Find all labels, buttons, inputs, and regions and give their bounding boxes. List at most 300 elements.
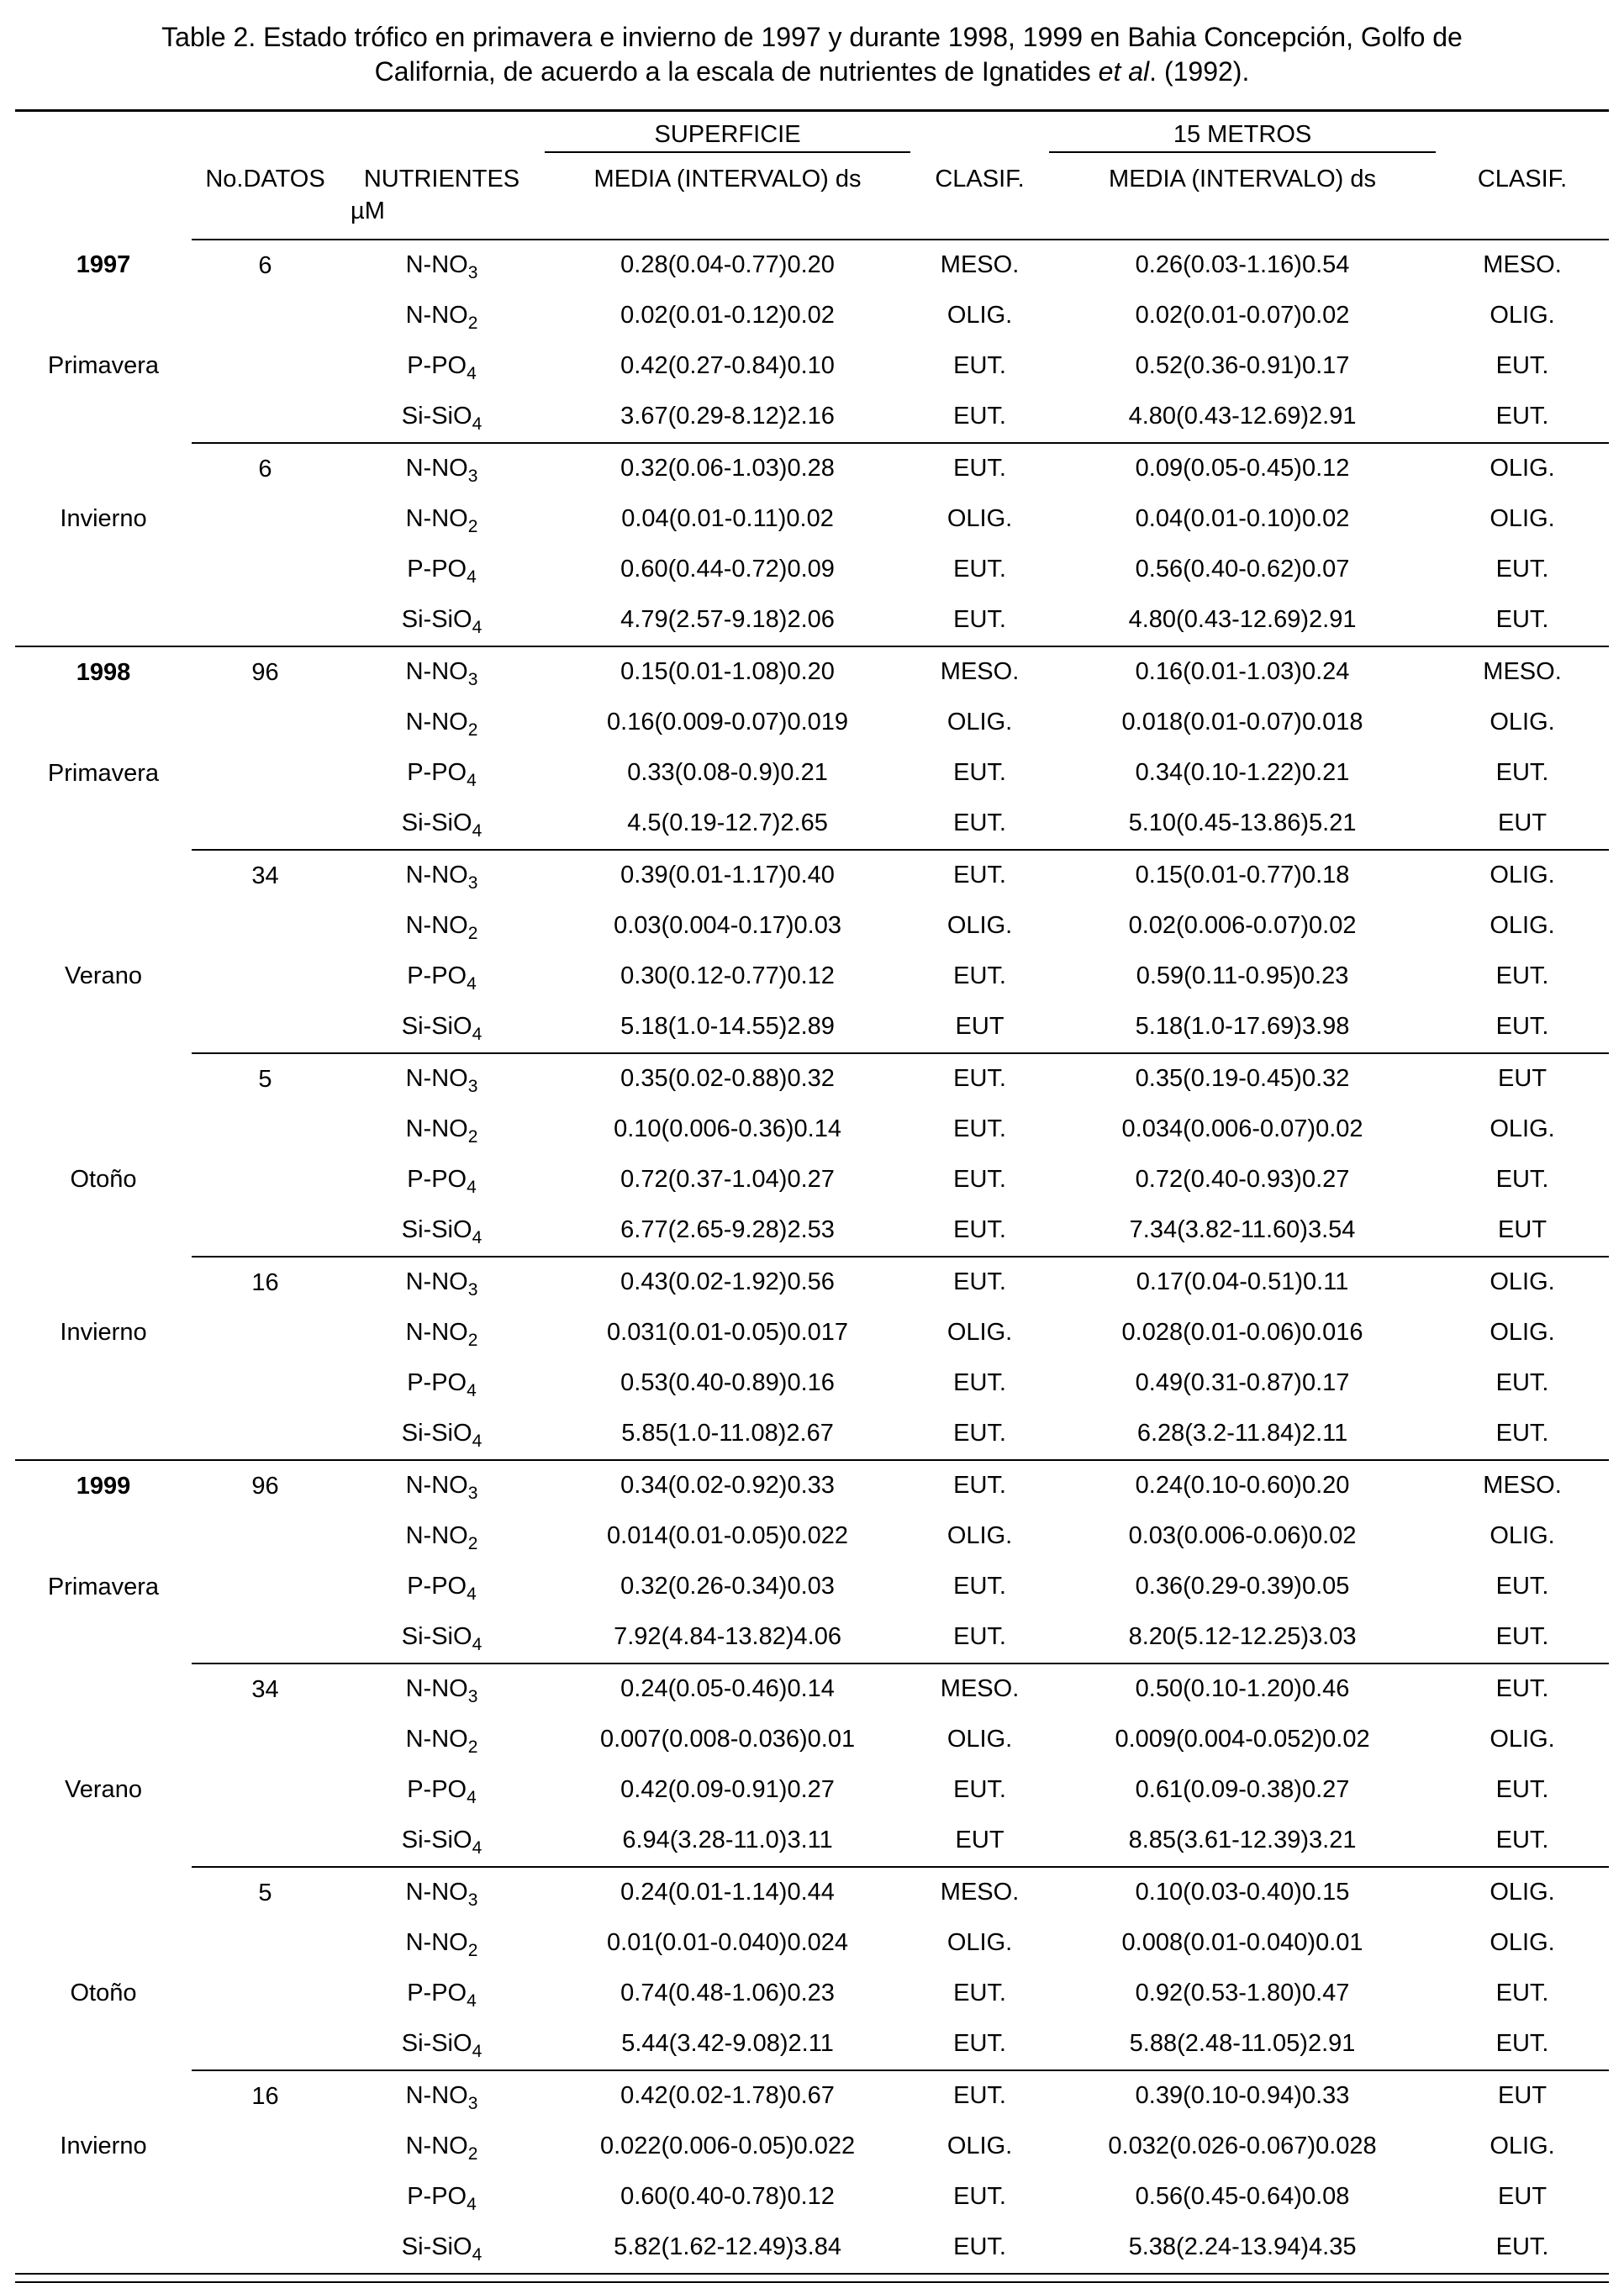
nutrient-cell [339, 1612, 545, 1663]
media-15m-cell: 5.88(2.48-11.05)2.91 [1129, 2030, 1356, 2058]
nutrient-subscript: 4 [472, 1838, 482, 1859]
nutrient-name: N-NO [405, 658, 468, 686]
media-15m-cell: 0.24(0.10-0.60)0.20 [1049, 1460, 1436, 1511]
period-box [15, 1461, 192, 1663]
clasif-surface-cell: OLIG. [946, 1929, 1013, 1957]
clasif-15m-cell: EUT. [1495, 1827, 1549, 1854]
media-surface-cell: 0.32(0.26-0.34)0.03 [620, 1573, 835, 1600]
nutrient-name: Si-SiO [401, 1420, 472, 1447]
spacer-cell [1436, 196, 1609, 240]
clasif-surface-cell: MESO. [910, 646, 1049, 698]
nutrient-cell [339, 952, 545, 1002]
nutrient-subscript: 2 [467, 1941, 478, 1961]
clasif-surface-cell: EUT. [953, 1115, 1006, 1143]
nutrient-subscript: 2 [467, 720, 478, 741]
nutrient-name: Si-SiO [401, 606, 472, 634]
nutrient-name: Si-SiO [401, 1623, 472, 1651]
clasif-surface-cell: OLIG. [946, 1319, 1013, 1347]
media-surface-cell: 0.72(0.37-1.04)0.27 [620, 1166, 835, 1194]
nutrient-cell [339, 1409, 545, 1460]
nutrient-subscript: 3 [467, 1484, 478, 1504]
spacer-cell [545, 196, 910, 240]
nutrient-subscript: 2 [467, 924, 478, 944]
season-label: Invierno [60, 1318, 147, 1346]
media-15m-cell: 0.09(0.05-0.45)0.12 [1049, 443, 1436, 494]
nutrient-subscript: 3 [467, 1890, 478, 1911]
media-15m-cell: 0.04(0.01-0.10)0.02 [1135, 505, 1350, 533]
media-15m-cell: 0.36(0.29-0.39)0.05 [1135, 1573, 1350, 1600]
nutrient-subscript: 3 [467, 670, 478, 690]
media-surface-cell: 4.79(2.57-9.18)2.06 [620, 606, 835, 634]
period-box [15, 1053, 192, 1255]
media-surface-cell: 3.67(0.29-8.12)2.16 [620, 403, 835, 430]
clasif-surface-cell: OLIG. [946, 709, 1013, 736]
nutrient-cell [339, 698, 545, 748]
nutrient-subscript: 4 [467, 1788, 477, 1808]
media-15m-cell: 7.34(3.82-11.60)3.54 [1129, 1216, 1356, 1244]
nutrient-cell [339, 2222, 545, 2273]
media-15m-cell: 0.17(0.04-0.51)0.11 [1049, 1257, 1436, 1308]
media-surface-cell: 6.94(3.28-11.0)3.11 [622, 1827, 833, 1854]
nutrient-subscript: 4 [472, 618, 482, 638]
nutrient-name: Si-SiO [401, 1827, 472, 1854]
nutrient-cell [339, 1308, 545, 1358]
nutrient-cell [339, 1257, 545, 1308]
table-row [15, 1053, 1609, 1105]
clasif-15m-header: CLASIF. [1477, 165, 1568, 192]
nutrient-subscript: 4 [467, 771, 477, 791]
clasif-15m-cell: MESO. [1483, 251, 1562, 279]
clasif-surface-cell: MESO. [910, 1663, 1049, 1715]
media-15m-cell: 0.009(0.004-0.052)0.02 [1115, 1726, 1370, 1753]
nutrient-name: Si-SiO [401, 809, 472, 837]
clasif-15m-cell: OLIG. [1490, 1726, 1555, 1753]
clasif-15m-cell: MESO. [1436, 1460, 1609, 1511]
nutrient-subscript: 4 [472, 2245, 482, 2265]
nutrient-name: N-NO [405, 1726, 468, 1753]
nutrient-name: N-NO [405, 1319, 468, 1347]
nutrient-subscript: 3 [467, 873, 478, 894]
media-surface-cell: 0.43(0.02-1.92)0.56 [545, 1257, 910, 1308]
n-datos-cell: 5 [192, 1053, 339, 1257]
n-datos-cell: 34 [192, 1663, 339, 1867]
nutrient-name: N-NO [405, 1065, 468, 1093]
nutrient-name: P-PO [407, 2183, 467, 2211]
media-15m-cell: 0.028(0.01-0.06)0.016 [1121, 1319, 1363, 1347]
nutrient-subscript: 3 [467, 1687, 478, 1707]
period-box [15, 2070, 192, 2272]
period-cell [15, 240, 192, 443]
clasif-15m-cell: EUT. [1495, 1420, 1549, 1447]
clasif-15m-cell: OLIG. [1490, 1929, 1555, 1957]
nutrient-cell [339, 1053, 545, 1105]
nutrient-subscript: 3 [467, 1280, 478, 1300]
clasif-15m-cell: EUT. [1495, 2233, 1549, 2261]
period-cell [15, 1460, 192, 1663]
nutrient-cell [339, 2019, 545, 2070]
nutrient-subscript: 2 [467, 2144, 478, 2164]
nutrient-cell [339, 1765, 545, 1816]
nutrient-subscript: 4 [472, 2042, 482, 2062]
nutrient-cell [339, 1663, 545, 1715]
media-15m-cell: 0.02(0.006-0.07)0.02 [1128, 912, 1357, 940]
clasif-15m-cell: OLIG. [1490, 505, 1555, 533]
clasif-surface-cell: OLIG. [946, 2133, 1013, 2160]
clasif-15m-cell: EUT. [1495, 1573, 1549, 1600]
clasif-surface-cell: EUT. [953, 1776, 1006, 1804]
season-label: Otoño [70, 1165, 137, 1193]
media-surface-cell: 0.24(0.05-0.46)0.14 [545, 1663, 910, 1715]
clasif-surface-cell: EUT. [953, 606, 1006, 634]
media-15m-cell: 0.52(0.36-0.91)0.17 [1135, 352, 1350, 380]
nutrient-subscript: 4 [472, 414, 482, 435]
nutrient-subscript: 2 [467, 517, 478, 537]
clasif-surface-cell: EUT. [910, 2070, 1049, 2122]
nutrient-name: P-PO [407, 962, 467, 990]
nutrient-cell [339, 1155, 545, 1205]
nutrient-subscript: 2 [467, 314, 478, 334]
media-surface-cell: 0.031(0.01-0.05)0.017 [607, 1319, 849, 1347]
clasif-surface-cell: OLIG. [946, 1726, 1013, 1753]
um-unit-label: µM [339, 196, 545, 240]
nutrient-cell [339, 545, 545, 595]
media-15m-cell: 0.034(0.006-0.07)0.02 [1121, 1115, 1363, 1143]
nutrient-name: N-NO [405, 302, 468, 330]
spacer-cell [910, 110, 1049, 152]
period-box [15, 240, 192, 441]
nutrient-subscript: 4 [467, 1584, 477, 1605]
clasif-15m-cell: EUT. [1436, 1663, 1609, 1715]
media-surface-cell: 0.022(0.006-0.05)0.022 [599, 2133, 856, 2160]
nutrient-subscript: 4 [467, 1178, 477, 1198]
media-surface-cell: 0.04(0.01-0.11)0.02 [621, 505, 834, 533]
clasif-15m-cell: EUT [1498, 2183, 1548, 2211]
media-surface-cell: 0.16(0.009-0.07)0.019 [607, 709, 849, 736]
nutrient-name: P-PO [407, 1980, 467, 2007]
clasif-surface-cell: EUT. [953, 403, 1006, 430]
season-label: Otoño [70, 1979, 137, 2006]
media-surface-cell: 5.82(1.62-12.49)3.84 [614, 2233, 841, 2261]
nutrient-name: P-PO [407, 556, 467, 583]
nutrient-name: Si-SiO [401, 2030, 472, 2058]
media-15m-cell: 5.38(2.24-13.94)4.35 [1128, 2233, 1357, 2261]
clasif-15m-cell: EUT. [1495, 1166, 1549, 1194]
nutrient-name: P-PO [407, 1166, 467, 1194]
clasif-surface-cell: EUT. [953, 556, 1006, 583]
n-datos-cell: 16 [192, 1257, 339, 1460]
media-15m-cell: 0.16(0.01-1.03)0.24 [1049, 646, 1436, 698]
nutrient-name: N-NO [405, 1472, 468, 1500]
table-container [15, 109, 1609, 2283]
clasif-surface-cell: EUT [955, 1013, 1004, 1041]
media-15m-cell: 8.85(3.61-12.39)3.21 [1128, 1827, 1357, 1854]
media-surface-cell: 0.35(0.02-0.88)0.32 [545, 1053, 910, 1105]
period-cell [15, 443, 192, 646]
media-surface-cell: 0.32(0.06-1.03)0.28 [545, 443, 910, 494]
nutrient-name: N-NO [405, 862, 468, 889]
media-15m-cell: 0.56(0.40-0.62)0.07 [1135, 556, 1350, 583]
clasif-surface-cell: EUT. [953, 352, 1006, 380]
clasif-15m-cell: OLIG. [1436, 850, 1609, 901]
nutrient-cell [339, 2122, 545, 2172]
nutrient-cell [339, 748, 545, 799]
nutrient-name: Si-SiO [401, 1013, 472, 1041]
media-15m-cell: 0.008(0.01-0.040)0.01 [1121, 1929, 1363, 1957]
media-15m-cell: 0.018(0.01-0.07)0.018 [1121, 709, 1363, 736]
nutrient-name: P-PO [407, 759, 467, 787]
media-surface-cell: 0.03(0.004-0.17)0.03 [614, 912, 841, 940]
nutrient-subscript: 2 [467, 1737, 478, 1758]
media-surface-cell: 0.014(0.01-0.05)0.022 [607, 1522, 849, 1550]
clasif-surface-cell: OLIG. [946, 912, 1013, 940]
period-box [15, 1867, 192, 2069]
clasif-surface-cell: EUT. [953, 1369, 1006, 1397]
clasif-surface-cell: EUT. [953, 2030, 1006, 2058]
media-surface-cell: 5.85(1.0-11.08)2.67 [621, 1420, 834, 1447]
nutrient-name: N-NO [405, 2082, 468, 2110]
nutrient-name: P-PO [407, 1573, 467, 1600]
year-label: 1998 [76, 658, 131, 686]
season-label: Invierno [60, 504, 147, 532]
period-cell [15, 646, 192, 850]
period-cell [15, 850, 192, 1053]
clasif-surface-cell: EUT. [953, 1623, 1006, 1651]
spacer-cell [910, 196, 1049, 240]
nutrient-subscript: 4 [472, 1635, 482, 1655]
year-label: 1999 [76, 1472, 131, 1500]
media-15m-cell: 0.56(0.45-0.64)0.08 [1135, 2183, 1350, 2211]
clasif-15m-cell: OLIG. [1436, 1867, 1609, 1918]
clasif-15m-cell: EUT [1436, 1053, 1609, 1105]
metros15-group-header: 15 METROS [1049, 110, 1436, 152]
clasif-surface-cell: OLIG. [946, 1522, 1013, 1550]
season-label: Primavera [47, 351, 160, 379]
clasif-surface-cell: MESO. [940, 251, 1020, 279]
clasif-surface-cell: EUT. [953, 759, 1006, 787]
nutrient-cell [339, 1816, 545, 1867]
media-15m-cell: 0.49(0.31-0.87)0.17 [1135, 1369, 1350, 1397]
nutrientes-header: NUTRIENTES [363, 165, 520, 192]
nutrient-name: Si-SiO [401, 2233, 472, 2261]
clasif-15m-cell: EUT [1498, 1216, 1548, 1244]
nutrient-cell [339, 2070, 545, 2122]
clasif-15m-cell: EUT. [1495, 1980, 1549, 2007]
nutrient-subscript: 4 [467, 2195, 477, 2215]
clasif-15m-cell: EUT. [1495, 606, 1549, 634]
nutrient-subscript: 4 [472, 1025, 482, 1045]
caption-line1: Table 2. Estado trófico en primavera e invierno de 1997 y durante 1998, 1999 en Bahia Concepción, Golfo de [161, 22, 1463, 52]
media-surface-cell: 0.28(0.04-0.77)0.20 [620, 251, 835, 279]
period-box [15, 443, 192, 645]
nutrient-subscript: 4 [472, 1431, 482, 1452]
spacer-cell [15, 110, 545, 152]
clasif-15m-cell: EUT. [1495, 1776, 1549, 1804]
nutrient-subscript: 2 [467, 1127, 478, 1147]
media-surface-cell: 0.60(0.44-0.72)0.09 [620, 556, 835, 583]
media-surface-cell: 0.42(0.02-1.78)0.67 [545, 2070, 910, 2122]
media-15m-cell: 0.10(0.03-0.40)0.15 [1049, 1867, 1436, 1918]
nutrient-name: Si-SiO [401, 403, 472, 430]
clasif-15m-cell: OLIG. [1490, 709, 1555, 736]
period-box [15, 850, 192, 1052]
column-header-row [15, 152, 1609, 196]
nutrient-cell [339, 595, 545, 646]
nutrient-cell [339, 1715, 545, 1765]
nutrient-cell [339, 646, 545, 698]
clasif-15m-cell: OLIG. [1436, 1257, 1609, 1308]
media-surface-cell: 0.10(0.006-0.36)0.14 [614, 1115, 841, 1143]
nutrient-name: N-NO [405, 1929, 468, 1957]
media-15m-cell: 0.26(0.03-1.16)0.54 [1135, 251, 1350, 279]
nutrient-cell [339, 1969, 545, 2019]
media-15m-cell: 0.02(0.01-0.07)0.02 [1135, 302, 1350, 330]
nutrient-cell [339, 1460, 545, 1511]
season-label: Verano [65, 1775, 142, 1803]
n-datos-cell: 34 [192, 850, 339, 1053]
nutrient-cell [339, 291, 545, 341]
clasif-15m-cell: EUT. [1495, 2030, 1549, 2058]
nutrient-cell [339, 1918, 545, 1969]
nutrient-cell [339, 443, 545, 494]
media-surface-cell: 0.42(0.09-0.91)0.27 [620, 1776, 835, 1804]
nutrient-subscript: 4 [467, 1991, 477, 2011]
clasif-surface-cell: EUT. [910, 1460, 1049, 1511]
table-row [15, 240, 1609, 291]
n-datos-cell: 6 [192, 443, 339, 646]
nutrient-subscript: 4 [472, 1228, 482, 1248]
media-surface-cell: 0.01(0.01-0.040)0.024 [607, 1929, 849, 1957]
media-15m-cell: 0.72(0.40-0.93)0.27 [1135, 1166, 1350, 1194]
period-cell [15, 1053, 192, 1257]
caption-line2-post: . (1992). [1149, 55, 1250, 87]
clasif-15m-cell: OLIG. [1436, 443, 1609, 494]
clasif-15m-cell: EUT [1498, 809, 1548, 837]
spacer-cell [15, 196, 192, 240]
season-label: Primavera [47, 759, 160, 787]
year-label: 1997 [76, 250, 131, 278]
clasif-15m-cell: EUT [1436, 2070, 1609, 2122]
nutrient-name: N-NO [405, 1675, 468, 1703]
table-row [15, 646, 1609, 698]
clasif-15m-cell: EUT. [1495, 759, 1549, 787]
table-row [15, 850, 1609, 901]
nutrient-cell [339, 1867, 545, 1918]
media-15m-cell: 5.10(0.45-13.86)5.21 [1128, 809, 1357, 837]
trophic-state-table [15, 109, 1609, 2273]
clasif-surface-cell: OLIG. [946, 302, 1013, 330]
media-15m-cell: 0.61(0.09-0.38)0.27 [1135, 1776, 1350, 1804]
clasif-15m-cell: EUT. [1495, 962, 1549, 990]
table-body [15, 240, 1609, 2273]
spacer-cell [1049, 196, 1436, 240]
nutrient-subscript: 3 [467, 1077, 478, 1097]
media-15m-header: MEDIA (INTERVALO) ds [1109, 165, 1377, 192]
media-surface-cell: 0.007(0.008-0.036)0.01 [599, 1726, 856, 1753]
media-15m-cell: 0.15(0.01-0.77)0.18 [1049, 850, 1436, 901]
season-label: Invierno [60, 2132, 147, 2159]
nutrient-cell [339, 392, 545, 443]
no-datos-header: No.DATOS [205, 165, 325, 192]
clasif-surface-cell: EUT. [953, 962, 1006, 990]
nutrient-cell [339, 1562, 545, 1612]
table-caption [15, 20, 1609, 89]
nutrient-subscript: 4 [467, 1381, 477, 1401]
nutrient-name: N-NO [405, 1879, 468, 1906]
clasif-surface-cell: EUT. [953, 1420, 1006, 1447]
nutrient-subscript: 4 [467, 567, 477, 588]
media-surface-cell: 0.34(0.02-0.92)0.33 [545, 1460, 910, 1511]
clasif-surface-cell: EUT. [953, 809, 1006, 837]
media-surface-cell: 0.24(0.01-1.14)0.44 [545, 1867, 910, 1918]
clasif-15m-cell: EUT. [1495, 403, 1549, 430]
media-surface-cell: 0.74(0.48-1.06)0.23 [620, 1980, 835, 2007]
period-cell [15, 1257, 192, 1460]
n-datos-cell: 16 [192, 2070, 339, 2273]
nutrient-name: N-NO [405, 505, 468, 533]
caption-line2-italic: et al [1098, 55, 1150, 87]
clasif-15m-cell: OLIG. [1490, 912, 1555, 940]
column-group-header-row [15, 110, 1609, 152]
clasif-surface-cell: EUT. [953, 1216, 1006, 1244]
media-surface-cell: 0.39(0.01-1.17)0.40 [545, 850, 910, 901]
nutrient-name: N-NO [405, 709, 468, 736]
clasif-superficie-header: CLASIF. [935, 165, 1025, 192]
media-15m-cell: 0.50(0.10-1.20)0.46 [1049, 1663, 1436, 1715]
table-row [15, 1460, 1609, 1511]
clasif-15m-cell: OLIG. [1490, 1319, 1555, 1347]
clasif-surface-cell: EUT. [953, 2233, 1006, 2261]
nutrient-cell [339, 2172, 545, 2222]
media-surface-cell: 0.15(0.01-1.08)0.20 [545, 646, 910, 698]
nutrient-subscript: 3 [467, 263, 478, 283]
nutrient-cell [339, 850, 545, 901]
nutrient-cell [339, 1358, 545, 1409]
nutrient-name: P-PO [407, 1776, 467, 1804]
n-datos-cell: 5 [192, 1867, 339, 2070]
table-row [15, 1257, 1609, 1308]
clasif-surface-cell: MESO. [910, 1867, 1049, 1918]
nutrient-name: N-NO [405, 912, 468, 940]
period-box [15, 647, 192, 849]
nutrient-cell [339, 341, 545, 392]
clasif-surface-cell: OLIG. [946, 505, 1013, 533]
clasif-surface-cell: EUT [955, 1827, 1004, 1854]
period-cell [15, 1663, 192, 1867]
table-row [15, 2070, 1609, 2122]
nutrient-subscript: 4 [467, 364, 477, 384]
n-datos-cell: 96 [192, 646, 339, 850]
media-surface-cell: 0.60(0.40-0.78)0.12 [620, 2183, 835, 2211]
clasif-surface-cell: EUT. [910, 1053, 1049, 1105]
nutrient-name: N-NO [405, 455, 468, 482]
media-15m-cell: 6.28(3.2-11.84)2.11 [1136, 1420, 1348, 1447]
media-15m-cell: 0.39(0.10-0.94)0.33 [1049, 2070, 1436, 2122]
media-surface-cell: 0.42(0.27-0.84)0.10 [620, 352, 835, 380]
caption-line2-pre: California, de acuerdo a la escala de nutrientes de Ignatides [374, 55, 1099, 87]
nutrient-cell [339, 901, 545, 952]
nutrient-name: N-NO [405, 2133, 468, 2160]
nutrient-cell [339, 1511, 545, 1562]
media-surface-cell: 0.30(0.12-0.77)0.12 [620, 962, 835, 990]
nutrient-subscript: 4 [467, 974, 477, 994]
spacer-cell [1436, 110, 1609, 152]
media-15m-cell: 5.18(1.0-17.69)3.98 [1135, 1013, 1350, 1041]
media-surface-cell: 0.02(0.01-0.12)0.02 [620, 302, 835, 330]
media-15m-cell: 0.032(0.026-0.067)0.028 [1108, 2133, 1377, 2160]
table-row [15, 1867, 1609, 1918]
n-datos-cell: 96 [192, 1460, 339, 1663]
clasif-15m-cell: EUT. [1495, 1623, 1549, 1651]
